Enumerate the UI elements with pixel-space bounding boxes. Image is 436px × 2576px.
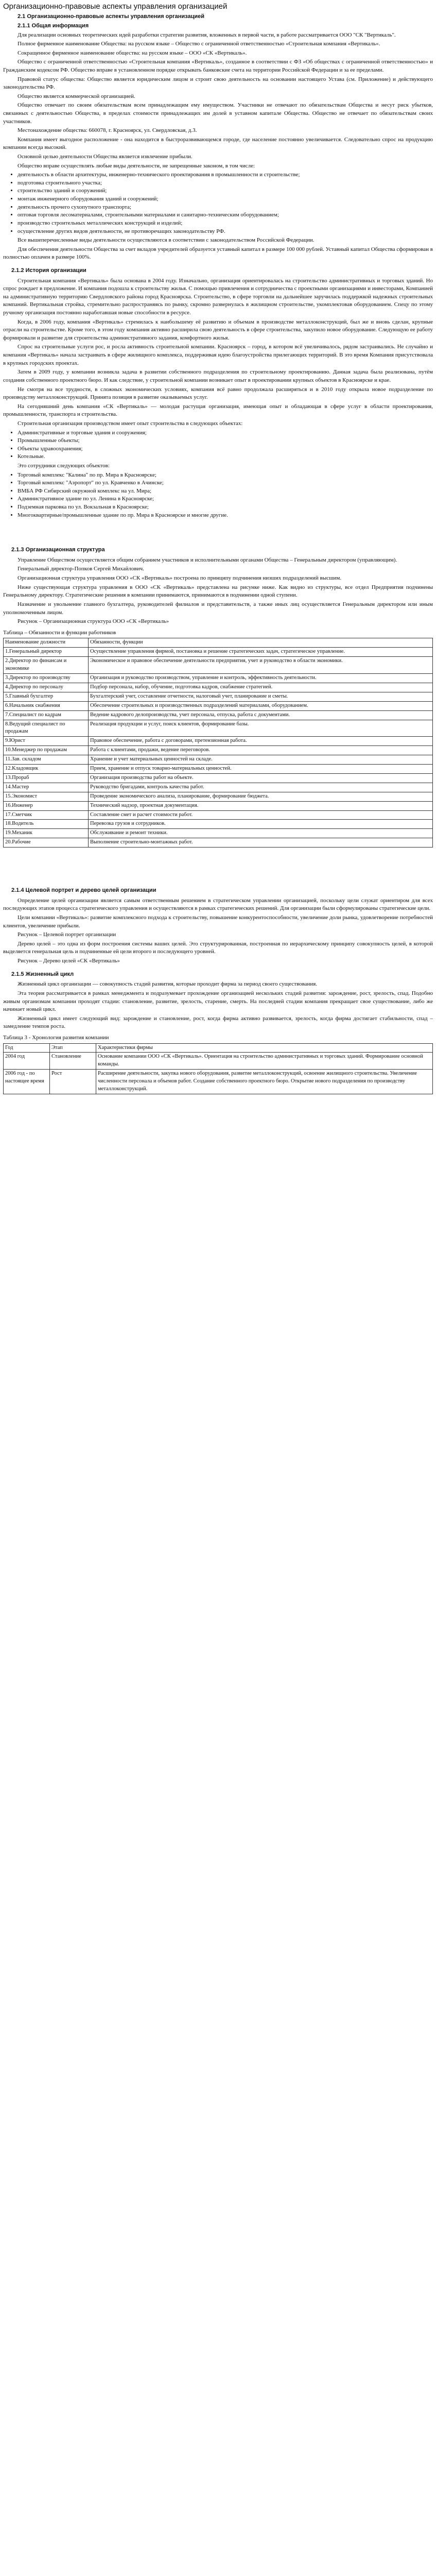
list-item: • оптовая торговля лесоматериалами, строительными материалами и санитарно-техническим оборудованием; [18,211,433,219]
document [0,0,436,1103]
table-row [4,737,433,746]
chronology-table [3,1043,433,1094]
paragraph: Полное фирменное наименование Общества: на русском языке – Общество с ограниченной ответственностью «Строительная компания «Вертикаль». [18,41,380,47]
figure-caption: Рисунок – Дерево целей «СК «Вертикаль» [18,958,120,964]
table-cell: Проведение экономического анализа, планирование, формирование бюджета. [89,792,433,801]
list-item: • Объекты здравоохранения; [18,445,433,453]
table-cell: Хранение и учет материальных ценностей на складе. [89,755,433,765]
list-item: • Котельные. [18,453,433,461]
paragraph: Основной целью деятельности Общества является извлечение прибыли. [18,154,193,160]
list-item: • производство строительных металлических конструкций и изделий; [18,219,433,228]
list-item: • ВМБА РФ Сибирский окружной комплекс на ул. Мира; [18,487,433,496]
table-cell: 5.Главный бухгалтер [4,692,89,701]
table-row [4,755,433,765]
paragraph: Строительная организация производством имеет опыт строительства в следующих объектах: [18,420,243,427]
paragraph: Для обеспечения деятельности Общества за счет вкладов учредителей образуется уставный капитал в размере 100 000 рублей. Уставный капитал Общества сформирован в полностью оплачен в размере 100%. [3,246,433,261]
table-row [4,648,433,657]
table-row [4,1070,433,1094]
paragraph: Для реализации основных теоретических идей разработки стратегии развития, вложенных в первой части, в работе рассматривается ООО "СК "Вертикаль". [18,31,396,38]
subsection-heading: 2.1.1 Общая информация [18,22,89,29]
list-item: • Торговый комплекс "Калина" по пр. Мира в Красноярске; [18,471,433,480]
table-cell: 16.Инженер [4,801,89,810]
table-cell: 4.Директор по персоналу [4,683,89,692]
list-item: • деятельность в области архитектуры, инженерно-технического проектирования в промышленности и строительстве; [18,171,433,179]
table-row [4,810,433,820]
figure-caption: Рисунок – Организационная структура ООО «СК «Вертикаль» [18,618,169,625]
table-cell: 12.Кладовщик [4,765,89,774]
table-cell: Выполнение строительно-монтажных работ. [89,838,433,848]
paragraph: На сегодняшний день компания «СК «Вертикаль» — молодая растущая организация, имеющая опыт и обладающая в сфере услуг в области проектирования, промышленности, транспорта и строительства. [3,403,433,418]
table-row [4,720,433,737]
table-header-cell: Обязанности, функции [89,638,433,648]
list-item: • Торговый комплекс "Аэропорт" по ул. Кравченко в Ачинске; [18,479,433,487]
table-row [4,657,433,674]
table-row [4,673,433,683]
table-cell: Экономическое и правовое обеспечение деятельности предприятия, учет и руководство в области экономики. [89,657,433,674]
paragraph: Организационная структура управления ООО «СК «Вертикаль» построена по принципу подчинения низших подразделений высшим. [18,575,342,582]
paragraph: Местонахождение общества: 660078, г. Красноярск, ул. Свердловская, д.3. [18,127,197,134]
table-cell: Обеспечение строительных и производственных подразделений материалами, оборудованием. [89,701,433,710]
table-cell: 3.Директор по производству [4,673,89,683]
table-cell: 2006 год - по настоящее время [4,1070,50,1094]
table-cell: Подбор персонала, набор, обучение, подготовка кадров, снабжение стратегией. [89,683,433,692]
document-title: Организационно-правовые аспекты управления организацией [3,2,228,11]
subsection-heading: 2.1.5 Жизненный цикл [11,971,74,977]
table-cell: Организация и руководство производством, управление и контроль, эффективность деятельности. [89,673,433,683]
subsection-heading: 2.1.4 Целевой портрет и дерево целей организации [11,887,156,894]
table-header-cell: Этап [50,1043,96,1053]
table-header-row [4,1043,433,1053]
table-row [4,783,433,792]
table-cell: 17.Сметчик [4,810,89,820]
table-cell: 14.Мастер [4,783,89,792]
table-cell: 8.Ведущий специалист по продажам [4,720,89,737]
table-cell: Прием, хранение и отпуск товарно-материальных ценностей. [89,765,433,774]
table-caption: Таблица – Обязанности и функции работников [3,629,116,636]
table-cell: Технический надзор, проектная документация. [89,801,433,810]
list-item: • Многоквартирные/промышленные здание по пр. Мира в Красноярске и многие другие. [18,512,433,520]
table-cell: Составление смет и расчет стоимости работ. [89,810,433,820]
paragraph: Общество вправе осуществлять любые виды деятельности, не запрещенные законом, в том числе: [18,162,255,169]
list-item: • Подземная парковка по ул. Вокзальная в Красноярске; [18,503,433,512]
table-row [4,692,433,701]
objects-list [3,429,433,461]
list-item: • монтаж инженерного оборудования зданий и сооружений; [18,195,433,204]
table-cell: Правовое обеспечение, работа с договорами, претензионная работа. [89,737,433,746]
table-row [4,746,433,755]
table-row [4,829,433,838]
list-item: • подготовка строительного участка; [18,179,433,188]
subsection-heading: 2.1.3 Организационная структура [11,547,105,553]
table-cell: Обслуживание и ремонт техники. [89,829,433,838]
paragraph: Сокращенное фирменное наименование общества: на русском языке – ООО «СК «Вертикаль». [18,49,247,56]
list-item: • Промышленные объекты; [18,437,433,445]
paragraph: Это сотрудники следующих объектов: [18,462,110,469]
table-row [4,1053,433,1070]
table-cell: Работа с клиентами, продажи, ведение переговоров. [89,746,433,755]
table-cell: 10.Менеджер по продажам [4,746,89,755]
paragraph: Дерево целей – это одна из форм построения системы ваших целей. Это структурированная, построенная по иерархическому принципу совокупность целей, в которой выделяется генеральная цель и подчиненные ей цели второго и последующего уровней. [3,940,433,955]
table-header-cell: Характеристики фирмы [96,1043,433,1053]
paragraph: Цели компании «Вертикаль»: развитие комплексного подхода к строительству, повышение конкурентоспособности, увеличение доли рынка, удовлетворение потребностей клиентов, увеличение прибыли. [3,914,433,929]
table-cell: Осуществление управления фирмой, постановка и решение стратегических задач, стратегическое управление. [89,648,433,657]
table-row [4,765,433,774]
paragraph: Ниже существующая структура управления в ООО «СК «Вертикаль» представлена на рисунке ниже. Как видно из структуры, все отдел Предприятия подчинены Генеральному директору. Стратегические решения в компании принимаются, принимаются в подчинении одной ступени. [3,584,433,599]
table-cell: Бухгалтерский учет, составление отчетности, налоговый учет, планирование и сметы. [89,692,433,701]
paragraph: Затем в 2009 году, у компании возникла задача в развитии собственного подразделения по строительному проектированию. Данная задача была реализована, путём создания собственного проектного бюро. И как следствие, у строительной компании возникает опыт в проектировании крупных объектов в Красноярске и крае. [3,369,433,383]
list-item: • Административное здание по ул. Ленина в Красноярске; [18,495,433,503]
paragraph: Правовой статус общества: Общество является юридическим лицом и строит свою деятельность на основании настоящего Устава (см. Приложение) и действующего законодательства РФ. [3,76,433,91]
subsection-heading: 2.1.2 История организации [11,267,86,274]
table-row [4,710,433,720]
table-cell: Реализация продукции и услуг, поиск клиентов, формирование базы. [89,720,433,737]
table-cell: 13.Прораб [4,773,89,783]
table-cell: Организация производства работ на объекте. [89,773,433,783]
paragraph: Управление Обществом осуществляется общим собранием участников и исполнительными органами Общества – Генеральным директором (управляющим). [18,556,397,563]
table-cell: Расширение деятельности, закупка нового оборудования, развитие металлоконструкций, освоение жилищного строительства. Увеличение численности персонала и объемов работ. Создание собственного проектного бюро. Открытие нового подразделения по производству металлоконструкций. [96,1070,433,1094]
table-row [4,683,433,692]
paragraph: Генеральный директор-Попков Сергей Михайлович. [18,566,144,572]
table-cell: Перевозка грузов и сотрудников. [89,820,433,829]
table-cell: 6.Начальник снабжения [4,701,89,710]
paragraph: Жизненный цикл организации — совокупность стадий развития, которые проходит фирма за период своего существования. [18,981,318,988]
paragraph: Эта теория рассматривается в рамках менеджмента и подразумевает прохождение организацией нескольких стадий развития: зарождение, рост, зрелость, спад. Подобно живым организмам компании проходят стадии: становление, развитие, зрелость, старение, смерть. На последней стадии компания прекращает свое существование, либо же начинает новый цикл. [3,990,433,1013]
paragraph: Жизненный цикл имеет следующий вид: зарождение и становление, рост, когда фирма активно развивается, зрелость, когда фирма достигает стабильности, спад – замедление темпов роста. [3,1015,433,1030]
table-row [4,701,433,710]
paragraph: Строительная компания «Вертикаль» была основана в 2004 году. Изначально, организация ориентировалась на строительство административных и торговых зданий. Но спрос рождает в предложение. И компания подошла к строительству жилья. С помощью привлечения и сотрудничества с проектными организациями и инвесторами, Компанией на административную территорию Свердловского района город Красноярска. Строительство, в сфере торговли на дальнейшее заручилась поддержкой надежных строительных компаний. Вертикальная стройка, стремительно распространяясь по рынку, скромно развернулась в жилищном строительстве, укомплектовав оборудованием. Спецу по этому ручному организация постоянно наработавшая новые способности в ресурсе. [3,277,433,316]
list-item: • Административные и торговые здания и сооружения; [18,429,433,437]
section-heading: 2.1 Организационно-правовые аспекты управления организацией [18,13,205,20]
paragraph: Общество отвечает по своим обязательствам всем принадлежащим ему имуществом. Участники не отвечают по обязательствам Общества и несут риск убытков, связанных с деятельностью Общества, в пределах стоимости принадлежащих им долей в уставном капитале Общества. Общество не отвечает по обязательствам своих участников. [3,102,433,125]
table-header-cell: Год [4,1043,50,1053]
paragraph: Спрос на строительные услуги рос, и росла активность строительной компании. Красноярск – город, в котором всё увеличивалось, рядом застраивались. Не случайно и компания «Вертикаль» начала застраивать в сфере жилищного комплекса, поддерживая идею благоустройства прилегающих территорий. В это время Компания присутствовала в крупных городских проектах. [3,344,433,366]
table-cell: Руководство бригадами, контроль качества работ. [89,783,433,792]
table-row [4,838,433,848]
activity-list [3,171,433,235]
table-cell: 15.Экономист [4,792,89,801]
table-cell: 19.Механик [4,829,89,838]
table-cell: Ведение кадрового делопроизводства, учет персонала, отпуска, работа с документами. [89,710,433,720]
table-cell: 11.Зав. складом [4,755,89,765]
table-cell: 9.Юрист [4,737,89,746]
table-cell: 20.Рабочие [4,838,89,848]
table-cell: Рост [50,1070,96,1094]
paragraph: Общество является коммерческой организацией. [18,93,135,99]
list-item: • строительство зданий и сооружений; [18,187,433,195]
duties-table [3,638,433,848]
paragraph: Назначение и увольнение главного бухгалтера, руководителей филиалов и представительств, а также иных лиц осуществляется Генеральным директором или иным уполномоченным лицом. [3,601,433,616]
table-row [4,801,433,810]
paragraph: Все вышеперечисленные виды деятельности осуществляются в соответствии с законодательством Российской Федерации. [18,237,315,244]
table-cell: 1.Генеральный директор [4,648,89,657]
projects-list [3,471,433,520]
paragraph: Общество с ограниченной ответственностью «Строительная компания «Вертикаль», созданное в соответствии с ФЗ «Об обществах с ограниченной ответственностью» и Гражданским кодексом РФ. Общество вправе в установленном порядке открывать банковские счета на территории Российской Федерации и за ее пределами. [3,59,433,73]
table-cell: 18.Водитель [4,820,89,829]
table-header-row [4,638,433,648]
paragraph: Когда, в 2006 году, компания «Вертикаль» стремилась к наибольшему её развитию и объемам в производстве металлоконструкций, был же и вновь сделан, крупные отрасли на строительстве. Кроме того, в этом году компания активно расширила свою деятельность в сфере строительства, закупило новое оборудование. Следующую ее работу формировали и развитие для строительства административного задания, комфортного жилья. [3,318,433,341]
paragraph: Определение целей организации является самым ответственным решением в стратегическом управлении организацией, поскольку цели служат ориентиром для всех последующих этапов процесса стратегического управления и осуществляются в рамках стратегических решений. Для организации были сформулированы стратегические цели. [3,897,433,912]
table-row [4,792,433,801]
figure-caption: Рисунок – Целевой портрет организации [18,931,116,938]
table-cell: Становление [50,1053,96,1070]
table-cell: 2004 год [4,1053,50,1070]
table-cell: Основание компании ООО «СК «Вертикаль». Ориентация на строительство административных и торговых зданий. Формирование основной команды. [96,1053,433,1070]
table-header-cell: Наименование должности [4,638,89,648]
paragraph: Компания имеет выгодное расположение - она находится в быстроразвивающемся городе, где население постоянно увеличивается. Следовательно спрос на продукцию компании всегда высокий. [3,136,433,151]
list-item: • деятельность прочего сухопутного транспорта; [18,204,433,212]
table-row [4,820,433,829]
table-cell: 2.Директор по финансам и экономике [4,657,89,674]
table-caption: Таблица 3 - Хронология развития компании [3,1034,109,1041]
table-row [4,773,433,783]
paragraph: Не смотря на все трудности, в сложных экономических условиях, компания всё равно продолжала расширяться и в 2010 году открыла новое подразделение по производству металлоконструкций. Принята позиция в развитие оказываемых услуг. [3,386,433,401]
table-cell: 7.Специалист по кадрам [4,710,89,720]
list-item: • осуществление других видов деятельности, не противоречащих законодательству РФ. [18,228,433,236]
